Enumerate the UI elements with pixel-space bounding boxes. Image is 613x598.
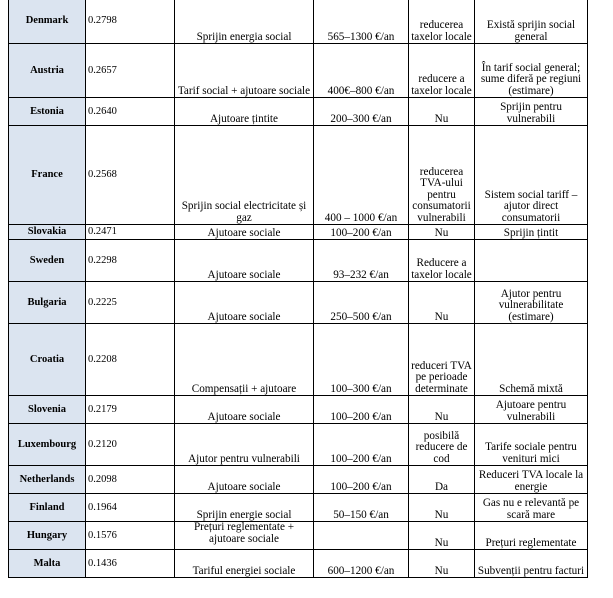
tax-reduction-cell: posibilă reducere de cod <box>409 424 475 466</box>
score-cell: 0.1964 <box>86 494 175 522</box>
score-cell: 0.1436 <box>86 550 175 578</box>
country-cell: Netherlands <box>9 466 86 494</box>
country-cell: Slovakia <box>9 225 86 240</box>
note-cell: Sprijin țintit <box>475 225 588 240</box>
table-row <box>9 424 588 466</box>
country-cell: Slovenia <box>9 396 86 424</box>
cost-cell: 100–200 €/an <box>314 396 409 424</box>
tax-reduction-cell: Da <box>409 466 475 494</box>
cost-cell: 93–232 €/an <box>314 240 409 282</box>
support-type-cell: Ajutoare sociale <box>175 240 314 282</box>
table-row <box>9 324 588 396</box>
support-type-cell: Ajutoare țintite <box>175 98 314 126</box>
support-type-cell: Ajutoare sociale <box>175 225 314 240</box>
country-cell: Luxembourg <box>9 424 86 466</box>
table-row <box>9 522 588 550</box>
table-row <box>9 282 588 324</box>
cost-cell: 400€–800 €/an <box>314 44 409 98</box>
table-row <box>9 494 588 522</box>
table-row <box>9 466 588 494</box>
cost-cell: 600–1200 €/an <box>314 550 409 578</box>
note-cell: Subvenții pentru facturi <box>475 550 588 578</box>
cost-cell: 200–300 €/an <box>314 98 409 126</box>
cost-cell: 100–200 €/an <box>314 424 409 466</box>
support-type-cell: Ajutoare sociale <box>175 396 314 424</box>
note-cell: Gas nu e relevantă pe scară mare <box>475 494 588 522</box>
country-cell: Bulgaria <box>9 282 86 324</box>
support-type-cell: Prețuri reglementate + ajutoare sociale <box>175 522 314 550</box>
tax-reduction-cell: Reducere a taxelor locale <box>409 240 475 282</box>
score-cell: 0.2471 <box>86 225 175 240</box>
table-row <box>9 44 588 98</box>
score-cell: 0.2179 <box>86 396 175 424</box>
tax-reduction-cell: Nu <box>409 396 475 424</box>
table-row <box>9 396 588 424</box>
note-cell <box>475 240 588 282</box>
country-cell: Denmark <box>9 0 86 44</box>
table-row <box>9 98 588 126</box>
tax-reduction-cell: reducere a taxelor locale <box>409 44 475 98</box>
table-row <box>9 225 588 240</box>
tax-reduction-cell: reduceri TVA pe perioade determinate <box>409 324 475 396</box>
country-cell: Hungary <box>9 522 86 550</box>
cost-cell <box>314 522 409 550</box>
score-cell: 0.2568 <box>86 126 175 225</box>
tax-reduction-cell: reducerea TVA-ului pentru consumatorii vulnerabili <box>409 126 475 225</box>
cost-cell: 250–500 €/an <box>314 282 409 324</box>
support-type-cell: Ajutor pentru vulnerabili <box>175 424 314 466</box>
cost-cell: 565–1300 €/an <box>314 0 409 44</box>
score-cell: 0.2298 <box>86 240 175 282</box>
tax-reduction-cell: Nu <box>409 225 475 240</box>
support-type-cell: Compensații + ajutoare <box>175 324 314 396</box>
score-cell: 0.2640 <box>86 98 175 126</box>
note-cell: Prețuri reglementate <box>475 522 588 550</box>
energy-support-table <box>8 0 588 578</box>
note-cell: Există sprijin social general <box>475 0 588 44</box>
country-cell: France <box>9 126 86 225</box>
support-type-cell: Tariful energiei sociale <box>175 550 314 578</box>
country-cell: Croatia <box>9 324 86 396</box>
support-type-cell: Ajutoare sociale <box>175 466 314 494</box>
support-type-cell: Sprijin energia social <box>175 0 314 44</box>
tax-reduction-cell: Nu <box>409 494 475 522</box>
cost-cell: 100–300 €/an <box>314 324 409 396</box>
note-cell: Sistem social tariff – ajutor direct consumatorii <box>475 126 588 225</box>
note-cell: Ajutor pentru vulnerabilitate (estimare) <box>475 282 588 324</box>
tax-reduction-cell: reducerea taxelor locale <box>409 0 475 44</box>
tax-reduction-cell: Nu <box>409 98 475 126</box>
cost-cell: 100–200 €/an <box>314 225 409 240</box>
table-row <box>9 240 588 282</box>
note-cell: Ajutoare pentru vulnerabili <box>475 396 588 424</box>
note-cell: Schemă mixtă <box>475 324 588 396</box>
score-cell: 0.2208 <box>86 324 175 396</box>
table-row <box>9 550 588 578</box>
score-cell: 0.1576 <box>86 522 175 550</box>
score-cell: 0.2120 <box>86 424 175 466</box>
country-cell: Estonia <box>9 98 86 126</box>
score-cell: 0.2657 <box>86 44 175 98</box>
tax-reduction-cell: Nu <box>409 550 475 578</box>
country-cell: Sweden <box>9 240 86 282</box>
country-cell: Austria <box>9 44 86 98</box>
score-cell: 0.2225 <box>86 282 175 324</box>
note-cell: Sprijin pentru vulnerabili <box>475 98 588 126</box>
note-cell: Reduceri TVA locale la energie <box>475 466 588 494</box>
cost-cell: 50–150 €/an <box>314 494 409 522</box>
country-cell: Finland <box>9 494 86 522</box>
tax-reduction-cell: Nu <box>409 282 475 324</box>
cost-cell: 100–200 €/an <box>314 466 409 494</box>
cost-cell: 400 – 1000 €/an <box>314 126 409 225</box>
score-cell: 0.2798 <box>86 0 175 44</box>
note-cell: Tarife sociale pentru venituri mici <box>475 424 588 466</box>
support-type-cell: Tarif social + ajutoare sociale <box>175 44 314 98</box>
score-cell: 0.2098 <box>86 466 175 494</box>
support-type-cell: Ajutoare sociale <box>175 282 314 324</box>
note-cell: În tarif social general; sume diferă pe regiuni (estimare) <box>475 44 588 98</box>
country-cell: Malta <box>9 550 86 578</box>
support-type-cell: Sprijin social electricitate și gaz <box>175 126 314 225</box>
table-row <box>9 0 588 44</box>
table-row <box>9 126 588 225</box>
tax-reduction-cell: Nu <box>409 522 475 550</box>
support-type-cell: Sprijin energie social <box>175 494 314 522</box>
